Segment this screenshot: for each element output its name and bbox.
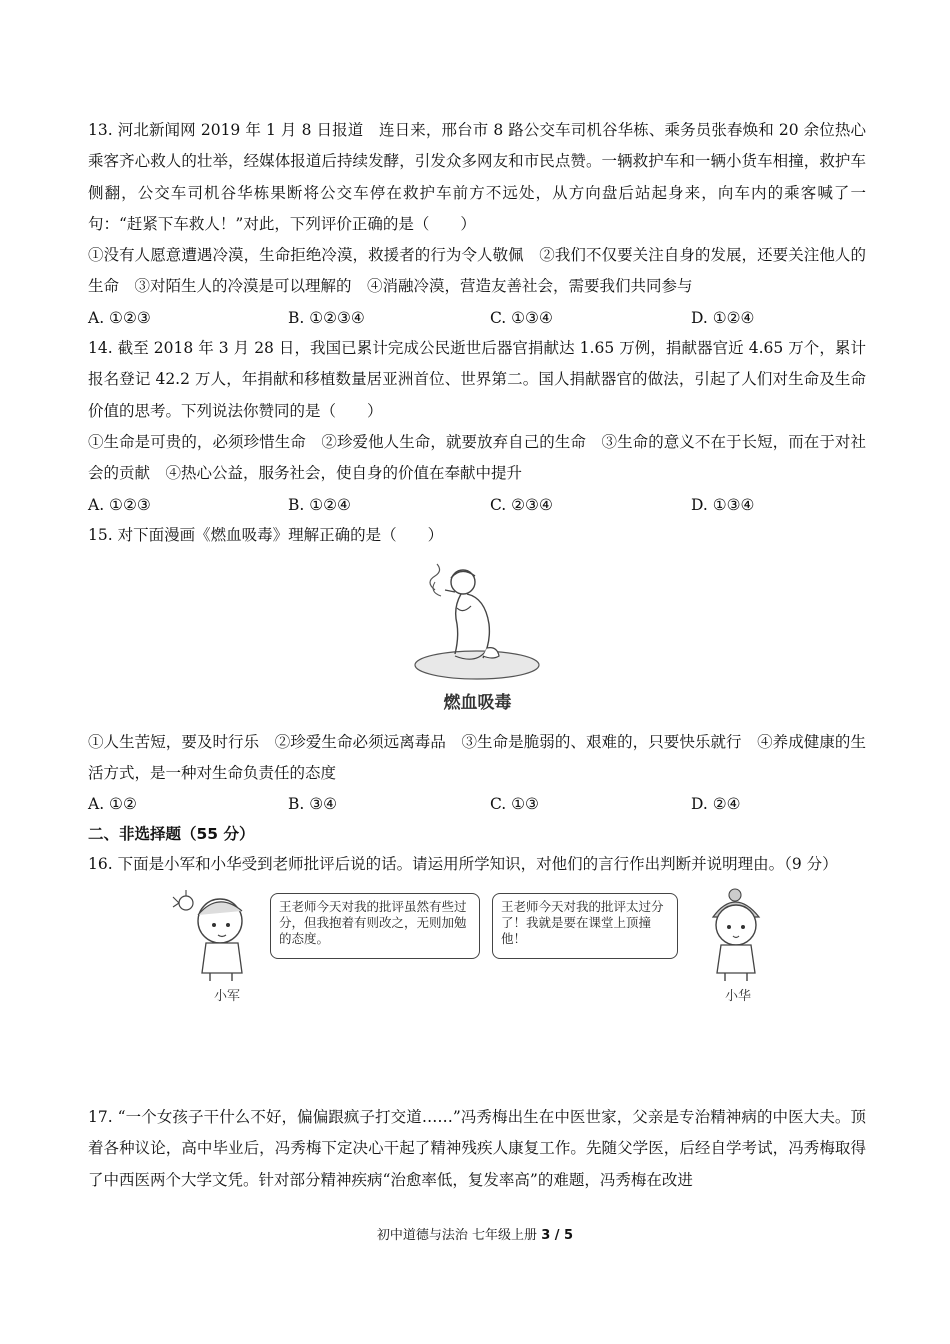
footer-subject: 初中道德与法治 七年级上册 [376, 1228, 542, 1243]
q13-stem: 13. 河北新闻网 2019 年 1 月 8 日报道 连日来，邢台市 8 路公交车司机谷华栋、乘务员张春焕和 20 余位热心乘客齐心救人的壮举，经媒体报道后持续发酵，引发众多网友和市民点赞。一辆救护车和一辆小货车相撞，救护车侧翻，公交车司机谷华栋果断将公交车停在救护车前方不远处，从方向盘后站起身来，向车内的乘客喊了一句：“赶紧下车救人！”对此，下列评价正确的是（ ） [88, 121, 866, 233]
xiaohua-speech-bubble: 王老师今天对我的批评太过分了！我就是要在课堂上顶撞他！ [492, 893, 678, 959]
q16-illustration [170, 885, 790, 1010]
q14-option-c: C. ②③④ [490, 496, 553, 514]
xiaohua-label: 小华 [725, 989, 752, 1004]
page-number: 3 / 5 [541, 1228, 574, 1243]
q13-option-b: B. ①②③④ [288, 309, 365, 327]
section-heading: 二、非选择题（55 分） [88, 825, 255, 843]
q13-statements: ①没有人愿意遭遇冷漠，生命拒绝冷漠，救援者的行为令人敬佩 ②我们不仅要关注自身的发展，还要关注他人的生命 ③对陌生人的冷漠是可以理解的 ④消融冷漠，营造友善社会，需要我们共同参与 [88, 246, 866, 296]
q15-option-d: D. ②④ [691, 795, 741, 813]
xiaohua-figure [695, 885, 785, 985]
q14-options [88, 490, 866, 521]
page-footer [0, 1224, 950, 1243]
q15-stem: 15. 对下面漫画《燃血吸毒》理解正确的是（ ） [88, 526, 444, 544]
q15-statements: ①人生苦短，要及时行乐 ②珍爱生命必须远离毒品 ③生命是脆弱的、艰难的，只要快乐就行 ④养成健康的生活方式，是一种对生命负责任的态度 [88, 733, 866, 783]
q14-option-a: A. ①②③ [88, 496, 151, 514]
q15-options [88, 789, 866, 820]
q14-option-d: D. ①③④ [691, 496, 755, 514]
q17-stem: 17. “一个女孩子干什么不好，偏偏跟疯子打交道……”冯秀梅出生在中医世家，父亲是专治精神病的中医大夫。顶着各种议论，高中毕业后，冯秀梅下定决心干起了精神残疾人康复工作。先随父学医，后经自学考试，冯秀梅取得了中西医两个大学文凭。针对部分精神疾病“治愈率低，复发率高”的难题，冯秀梅在改进 [88, 1108, 866, 1189]
q13-option-c: C. ①③④ [490, 309, 553, 327]
drug-addict-illustration [405, 560, 550, 685]
q13-option-a: A. ①②③ [88, 309, 151, 327]
xiaojun-figure [170, 885, 260, 985]
q16-stem: 16. 下面是小军和小华受到老师批评后说的话。请运用所学知识，对他们的言行作出判断并说明理由。（9 分） [88, 855, 838, 873]
q14-stem: 14. 截至 2018 年 3 月 28 日，我国已累计完成公民逝世后器官捐献达 1.65 万例，捐献器官近 4.65 万个，累计报名登记 42.2 万人，年捐献和移植数量居亚洲首位、世界第二。国人捐献器官的做法，引起了人们对生命及生命价值的思考。下列说法你赞同的是（ ） [88, 339, 866, 420]
drug-cartoon [405, 560, 550, 715]
q13-options [88, 303, 866, 334]
q14-option-b: B. ①②④ [288, 496, 351, 514]
cartoon-caption: 燃血吸毒 [443, 693, 512, 713]
q13-option-d: D. ①②④ [691, 309, 755, 327]
q15-option-c: C. ①③ [490, 795, 539, 813]
q15-option-b: B. ③④ [288, 795, 338, 813]
xiaojun-speech-bubble: 王老师今天对我的批评虽然有些过分，但我抱着有则改之，无则加勉的态度。 [270, 893, 480, 959]
q15-option-a: A. ①② [88, 795, 137, 813]
q14-statements: ①生命是可贵的，必须珍惜生命 ②珍爱他人生命，就要放弃自己的生命 ③生命的意义不在于长短，而在于对社会的贡献 ④热心公益，服务社会，使自身的价值在奉献中提升 [88, 433, 866, 483]
xiaojun-label: 小军 [214, 989, 241, 1004]
